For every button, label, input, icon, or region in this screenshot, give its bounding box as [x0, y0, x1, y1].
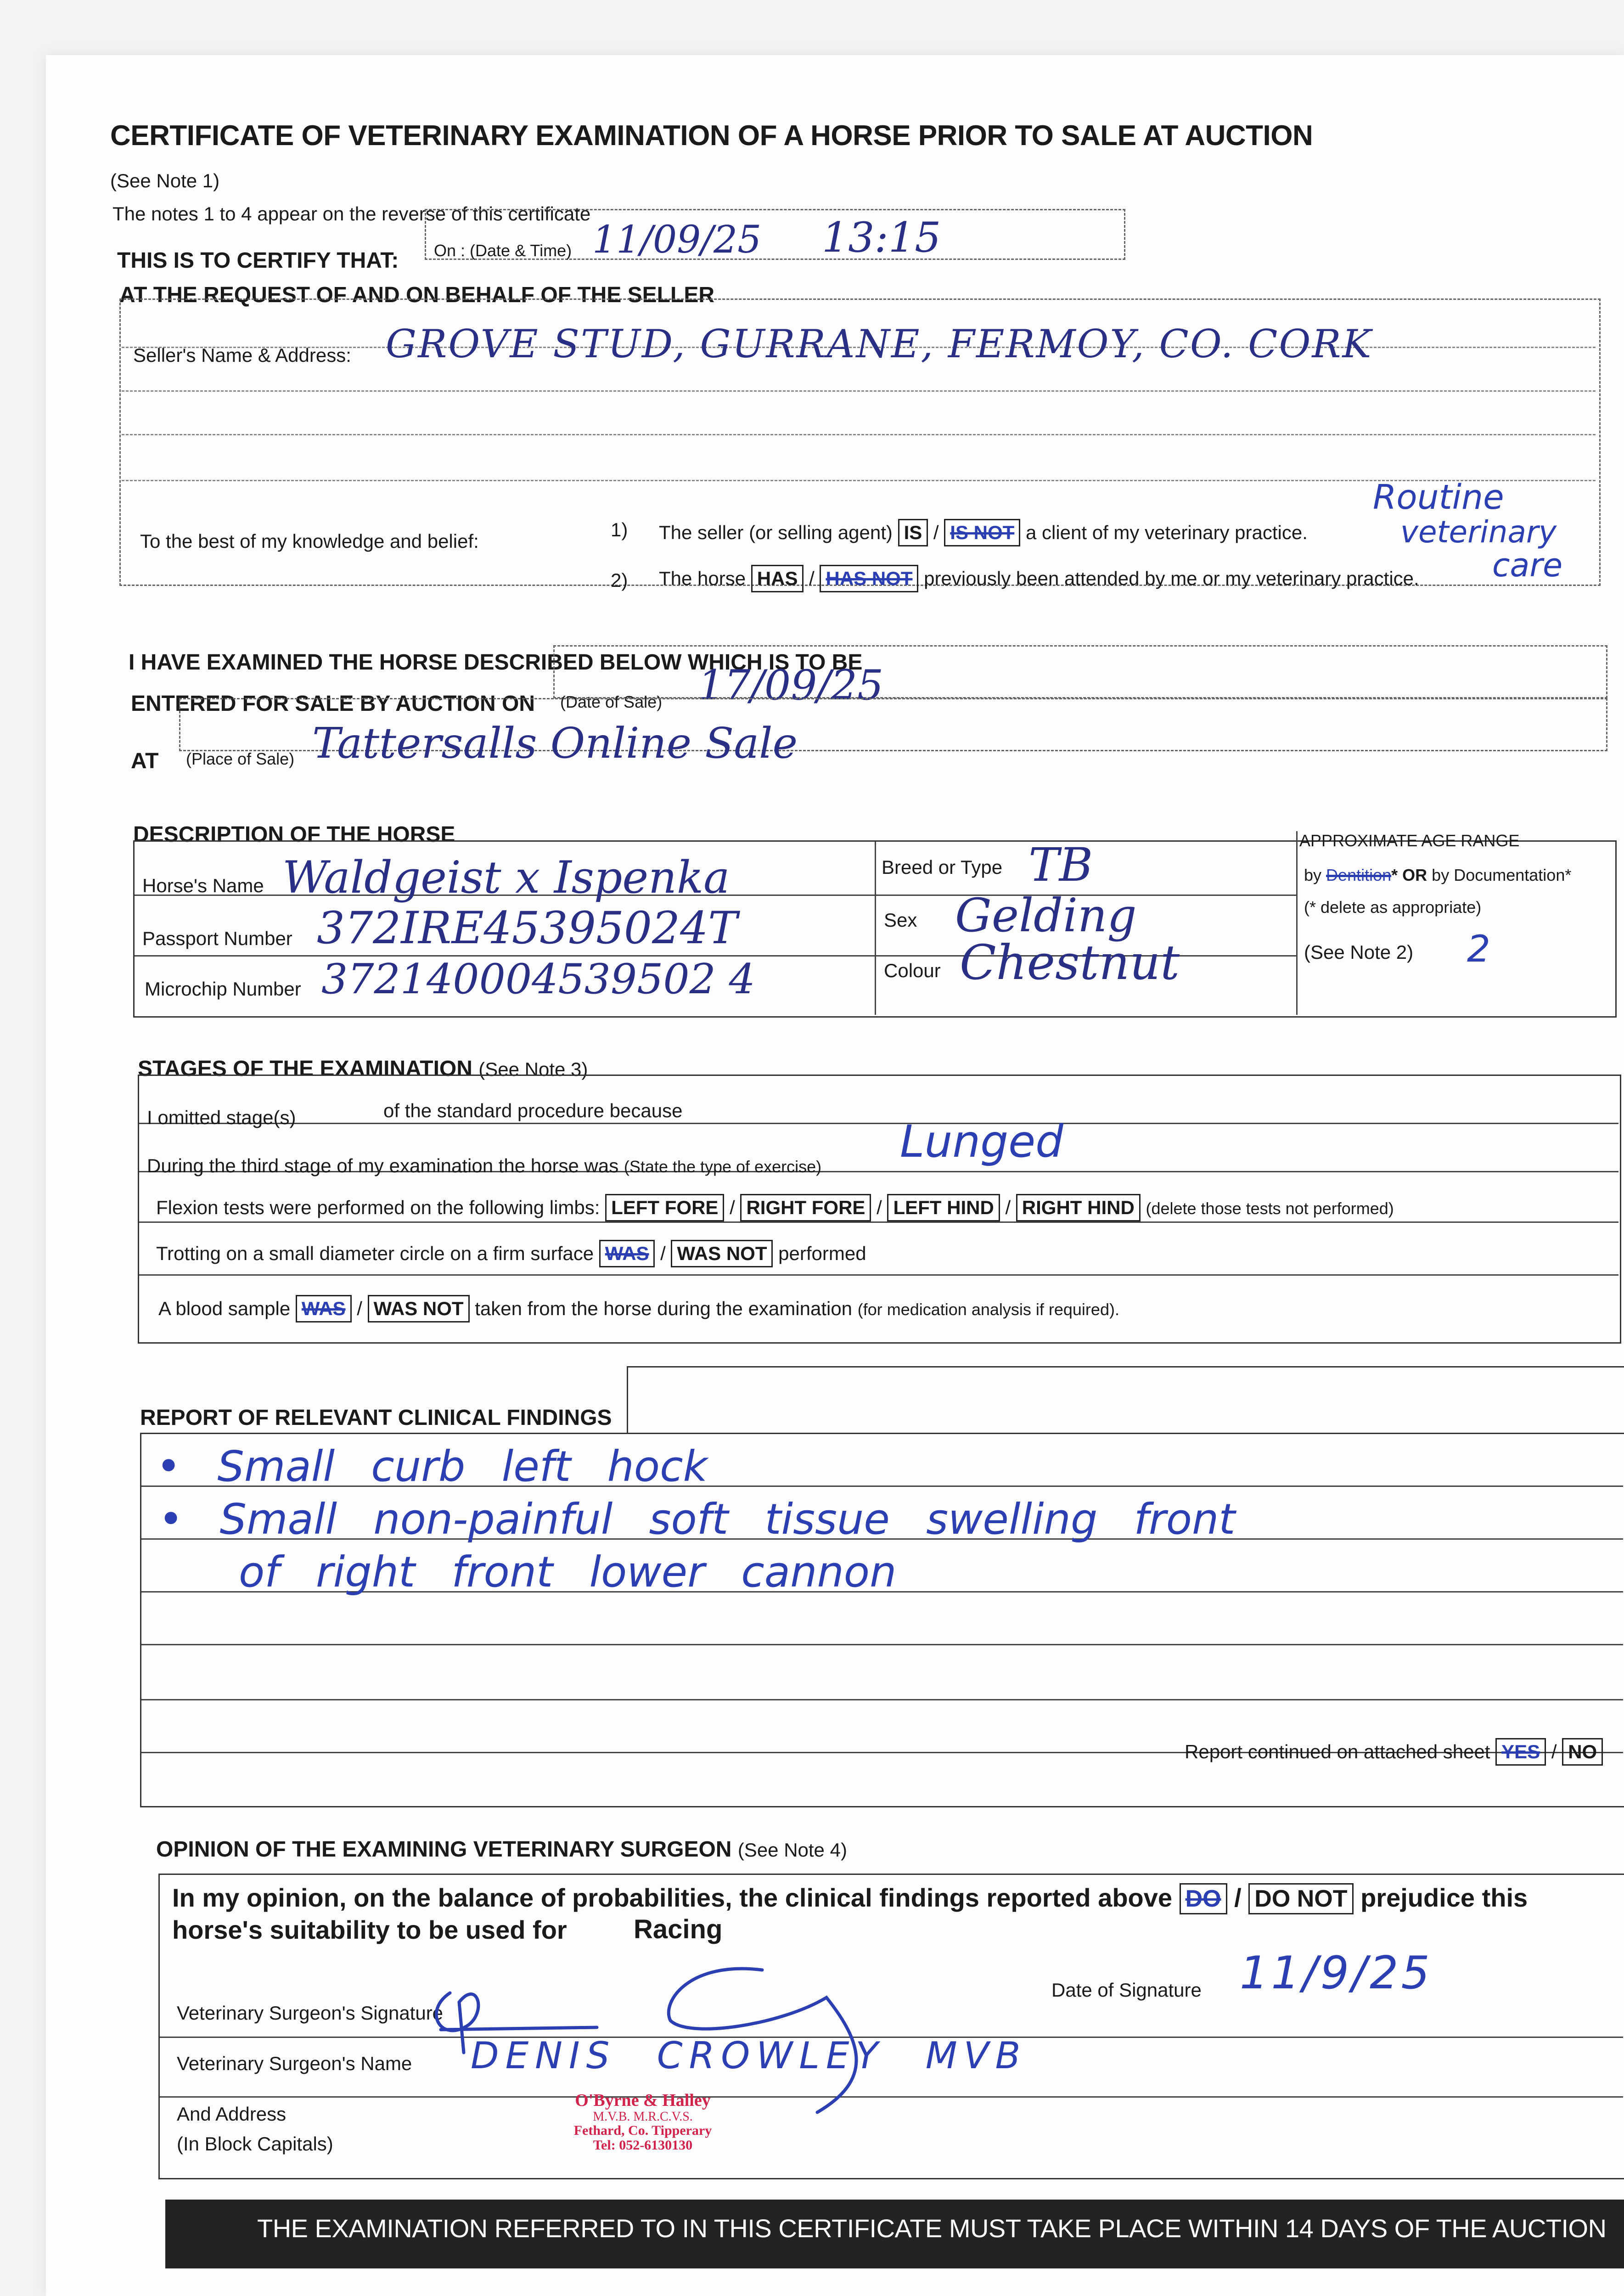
divider: [139, 1123, 1618, 1124]
left-fore-option[interactable]: LEFT FORE: [605, 1194, 724, 1221]
omitted-label: I omitted stage(s): [147, 1107, 296, 1128]
block-capitals-note: (In Block Capitals): [177, 2133, 333, 2155]
continued-no-option[interactable]: NO: [1562, 1738, 1603, 1766]
vet-name-value[interactable]: DENIS CROWLEY MVB: [471, 2034, 1027, 2077]
has-not-option[interactable]: HAS NOT: [820, 565, 918, 592]
address-label: And Address: [177, 2103, 287, 2125]
passport-value[interactable]: 372IRE45395024T: [317, 902, 738, 954]
do-not-option[interactable]: DO NOT: [1248, 1883, 1353, 1914]
age-delete-note: (* delete as appropriate): [1304, 898, 1482, 917]
blood-was-option[interactable]: WAS: [296, 1295, 352, 1322]
sex-value[interactable]: Gelding: [955, 889, 1137, 942]
practice-stamp: O'Byrne & Halley M.V.B. M.R.C.V.S. Fethard, Co. Tipperary Tel: 052-6130130: [573, 2091, 712, 2153]
divider: [141, 1644, 1623, 1645]
left-hind-option[interactable]: LEFT HIND: [887, 1194, 1000, 1221]
use-value[interactable]: Racing: [634, 1914, 723, 1944]
colour-label: Colour: [884, 960, 941, 981]
sex-label: Sex: [884, 909, 917, 931]
horse-name-value[interactable]: Waldgeist x Ispenka: [282, 852, 730, 903]
age-note-2: (See Note 2): [1304, 941, 1414, 963]
colour-value[interactable]: Chestnut: [960, 934, 1180, 990]
passport-label: Passport Number: [142, 928, 292, 949]
is-option[interactable]: IS: [898, 519, 928, 546]
stages-heading: STAGES OF THE EXAMINATION (See Note 3): [138, 1057, 588, 1081]
age-value[interactable]: 2: [1467, 928, 1490, 970]
age-by-line: by Dentition* OR by Documentation*: [1304, 866, 1572, 884]
date-of-signature-label: Date of Signature: [1051, 1979, 1202, 2001]
item2-number: 2): [611, 569, 628, 591]
divider: [139, 1221, 1618, 1223]
signature-label: Veterinary Surgeon's Signature: [177, 2002, 444, 2024]
trot-line: Trotting on a small diameter circle on a firm surface WAS / WAS NOT performed: [156, 1240, 866, 1267]
finding-line-3[interactable]: of right front lower cannon: [239, 1548, 897, 1597]
opinion-text-line-2: horse's suitability to be used for: [172, 1915, 567, 1944]
trot-was-option[interactable]: WAS: [599, 1240, 655, 1267]
divider: [122, 390, 1596, 392]
date-of-signature-value[interactable]: 11/9/25: [1240, 1947, 1433, 1999]
seller-name-label: Seller's Name & Address:: [133, 344, 351, 366]
third-stage-label: During the third stage of my examination the horse was (State the type of exercise): [147, 1155, 822, 1176]
place-of-sale-label: (Place of Sale): [186, 749, 295, 768]
notes-line: The notes 1 to 4 appear on the reverse of this certificate: [112, 203, 591, 225]
horse-name-label: Horse's Name: [142, 875, 264, 896]
divider: [141, 1699, 1623, 1700]
findings-heading: REPORT OF RELEVANT CLINICAL FINDINGS: [140, 1406, 612, 1430]
dentition-option[interactable]: Dentition: [1326, 866, 1392, 884]
right-hind-option[interactable]: RIGHT HIND: [1016, 1194, 1141, 1221]
breed-value[interactable]: TB: [1028, 838, 1093, 892]
margin-note-1: Routine: [1373, 478, 1504, 517]
has-option[interactable]: HAS: [751, 565, 804, 592]
sale-line-1: I HAVE EXAMINED THE HORSE DESCRIBED BELOW WHICH IS TO BE: [129, 650, 863, 675]
microchip-label: Microchip Number: [145, 978, 301, 1000]
seller-name-value[interactable]: GROVE STUD, GURRANE, FERMOY, CO. CORK: [386, 321, 1373, 366]
third-stage-value[interactable]: Lunged: [900, 1116, 1064, 1167]
divider: [875, 842, 876, 1015]
findings-header-box: [627, 1366, 1624, 1434]
divider: [122, 434, 1596, 435]
certify-label: THIS IS TO CERTIFY THAT:: [117, 248, 399, 273]
margin-note-3: care: [1492, 546, 1563, 584]
on-date-time-label: On : (Date & Time): [434, 241, 572, 260]
finding-line-2[interactable]: • Small non-painful soft tissue swelling front: [158, 1495, 1236, 1544]
date-of-sale-value[interactable]: 17/09/25: [698, 661, 884, 709]
see-note-1: (See Note 1): [110, 170, 220, 191]
item1-number: 1): [611, 519, 628, 540]
opinion-heading: OPINION OF THE EXAMINING VETERINARY SURGEON (See Note 4): [156, 1837, 847, 1862]
is-not-option[interactable]: IS NOT: [944, 519, 1020, 546]
item2-text: The horse HAS / HAS NOT previously been attended by me or my veterinary practice.: [659, 565, 1419, 592]
item1-text: The seller (or selling agent) IS / IS NOT a client of my veterinary practice.: [659, 519, 1308, 546]
vet-name-label: Veterinary Surgeon's Name: [177, 2053, 412, 2074]
finding-line-1[interactable]: • Small curb left hock: [156, 1442, 708, 1491]
trot-was-not-option[interactable]: WAS NOT: [671, 1240, 773, 1267]
certificate-title: CERTIFICATE OF VETERINARY EXAMINATION OF A HORSE PRIOR TO SALE AT AUCTION: [110, 120, 1313, 152]
horse-heading: DESCRIPTION OF THE HORSE: [133, 822, 455, 847]
age-range-heading: APPROXIMATE AGE RANGE: [1299, 831, 1520, 850]
blood-was-not-option[interactable]: WAS NOT: [368, 1295, 470, 1322]
date-of-sale-label: (Date of Sale): [560, 692, 663, 711]
do-option[interactable]: DO: [1180, 1883, 1227, 1914]
flexion-line: Flexion tests were performed on the following limbs: LEFT FORE / RIGHT FORE / LEFT HIND / RIGHT HIND (delete those tests not performed): [156, 1194, 1394, 1221]
at-label: AT: [131, 749, 159, 773]
microchip-value[interactable]: 372140004539502 4: [321, 955, 755, 1003]
divider: [139, 1274, 1618, 1276]
place-of-sale-value[interactable]: Tattersalls Online Sale: [312, 719, 798, 768]
right-fore-option[interactable]: RIGHT FORE: [740, 1194, 871, 1221]
sale-line-2: ENTERED FOR SALE BY AUCTION ON: [131, 692, 535, 716]
margin-note-2: veterinary: [1400, 514, 1557, 550]
exam-time[interactable]: 13:15: [822, 214, 941, 262]
blood-line: A blood sample WAS / WAS NOT taken from the horse during the examination (for medication analysis if required).: [158, 1295, 1119, 1322]
omitted-post: of the standard procedure because: [383, 1100, 683, 1121]
opinion-text-line-1: In my opinion, on the balance of probabilities, the clinical findings reported above DO / DO NOT prejudice this: [172, 1883, 1528, 1914]
knowledge-label: To the best of my knowledge and belief:: [140, 530, 479, 552]
breed-label: Breed or Type: [882, 856, 1003, 878]
documentation-option[interactable]: by Documentation*: [1432, 866, 1572, 884]
seller-heading: AT THE REQUEST OF AND ON BEHALF OF THE SELLER: [119, 283, 714, 307]
divider: [1296, 831, 1298, 1015]
continued-line: Report continued on attached sheet YES / NO: [1185, 1738, 1603, 1766]
continued-yes-option[interactable]: YES: [1495, 1738, 1546, 1766]
exam-date[interactable]: 11/09/25: [592, 218, 762, 262]
signature[interactable]: [413, 1933, 1010, 2117]
footer-text: THE EXAMINATION REFERRED TO IN THIS CERTIFICATE MUST TAKE PLACE WITHIN 14 DAYS OF THE AUCTION: [257, 2214, 1607, 2243]
